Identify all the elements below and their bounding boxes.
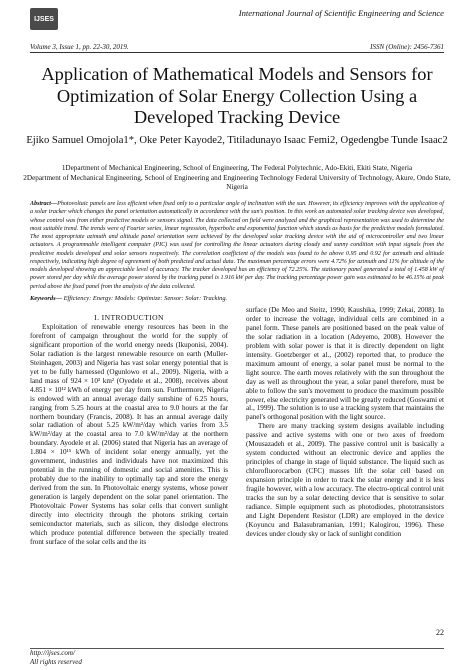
abstract-text: Photovoltaic panels are less efficient when fixed only to a particular angle of inclination with the sun. However, its efficiency improves with the application of a solar tracker which changes the panel orientation automatically in accordance with the sun's position. In this work an automated solar tracking device was developed, whose control was from either predictive models or sensors signal. The data collected on field were analyzed and the graphical representation was used to determine the most suitable trend. The trends were of Fourier series, linear regression, hyperbolic and exponential function which stands as basis for the predictive models formulated. The most appropriate azimuth and altitude panel orientation were achieved by the developed solar tracking device with the aid of microcontroller and two linear actuators. A programmable intelligent computer (PIC) was used for controlling the linear actuators during cloudy and sunny condition with input signals from the predictive models developed and solar sensors respectively. The correlation coefficient of the models was found to be above 0.95 and 0.92 for azimuth and altitude respectively, indicating high degree of agreement of both predicted and actual data. The maximum percentage errors were 4.72% for azimuth and 11% for altitude of the models developed showing an appreciable level of accuracy. The tracker developed has an efficiency of 72.25%. The stationary panel generated a total of 1.458 kW of power stored per day while the average power stored by the tracking panel is 1.916 kW per day. The tracking percentage power gain was estimated to be 46.15% at peak period above the fixed panel from the analysis of the data collected. xyxy=(30,201,444,290)
author-list: Ejiko Samuel Omojola1*, Oke Peter Kayode2, Titiladunayo Isaac Femi2, Ogedengbe Tunde Isaac2 xyxy=(26,135,448,146)
journal-logo xyxy=(30,8,58,30)
logo-text: IJSES xyxy=(34,15,54,23)
paragraph: surface (De Meo and Steitz, 1990; Kaushika, 1999; Zekai, 2008). In order to increase the voltage, individual cells are combined in a panel form. These panels are positioned based on the peak value of the solar radiation in a location (Adeyemo, 2008). However the problem with solar power is that it is directly dependent on light intensity. Goetzberger et al., (2002) reported that, to produce the maximum amount of energy, a solar panel must be normal to the light source. The earth moves relatively with the sun throughout the day as well as throughout the year, a solar panel therefore, must be able to follow the sun's movement to produce the maximum possible power, else electricity generated will be greatly reduced (Goswami et al., 1999). The solution is to use a tracking system that maintains the panel's orthogonal position with the light source. xyxy=(246,306,444,422)
keywords-text: Efficiency: Energy: Models: Optimize: Sensor: Solar: Tracking. xyxy=(61,295,228,302)
affiliation-2: 2Department of Mechanical Engineering, School of Engineering and Engineering Technology Federal University of Technology, Akure, Ondo State, Nigeria xyxy=(23,173,451,191)
affiliations xyxy=(20,164,454,193)
section-heading: I. INTRODUCTION xyxy=(94,313,164,322)
volume-info: Volume 3, Issue 1, pp. 22-30, 2019. xyxy=(30,43,129,51)
paragraph: Exploitation of renewable energy resources has been in the forefront of campaign throughout the world for the supply of significant proportion of the world energy needs (Ikuponisi, 2004). Solar radiation is the largest renewable resource on earth (Muller- Steinhagen, 2003) and Nigeria has vast solar energy potential that is yet to be fully harnessed (Ogunlowo et al., 2009). Nigeria, with a land mass of 924 × 10³ km² (Oyedele et al., 2008), receives about 4.851 × 10¹² kWh of energy per day from sun. Furthermore, Nigeria is endowed with an annual average daily sunshine of 6.25 hours, ranging from 5.25 hours at the coastal area to 9.0 hours at the far northern boundary (Francis, 2008). It has an annual average daily solar radiation of about 5.25 kW/m²/day which varies from 3.5 kW/m²/day at the coastal area to 7.0 kW/m²/day at the northern boundary. Ayodele et al. (2006) stated that Nigeria has an average of 1.804 × 10¹⁵ kWh of incident solar energy annually, yet the government, industries and individuals have not maximized this potential in the running of domestic and social amenities. This is probably due to the inability to optimally tap and store the energy derived from the sun. In Photovoltaic energy systems, whose power generation is largely dependent on the solar panel orientation. The Photovoltaic Power Systems has solar cells that convert sunlight directly into electricity through the photons striking certain semiconductor materials, such as silicon, they dislodge electrons which produce potential difference between the specially treated front surface of the solar cells and the its xyxy=(30,323,228,546)
header-divider xyxy=(30,52,444,53)
affiliation-1: 1Department of Mechanical Engineering, School of Engineering, The Federal Polytechnic, Ado-Ekiti, Ekiti State, Nigeria xyxy=(61,164,413,172)
footer-rights: All rights reserved xyxy=(30,658,82,666)
body-column-left xyxy=(30,323,228,547)
footer-divider xyxy=(30,648,444,649)
keywords xyxy=(30,295,444,304)
abstract-label: Abstract— xyxy=(30,201,58,207)
paper-title: Application of Mathematical Models and Sensors for Optimization of Solar Energy Collection Using a Developed Tracking Device xyxy=(41,64,433,127)
page-number: 22 xyxy=(436,628,444,637)
footer-url[interactable]: http://ijses.com/ xyxy=(30,649,75,657)
paragraph: There are many tracking system designs available including passive and active systems with one or two axes of freedom (Mousazadeh et al., 2009). The passive control unit is basically a system conducted without an electronic device and applies the principles of change in stage of liquid substance. The liquid such as chlorofluorocarbon (CFC) masses lift the solar cell based on expansion principle in order to track the solar energy and it is less fragile however, with a low accuracy. The electro-optical control unit tracks the sun by a solar detecting device that is sensitive to solar radiance. Simple equipment such as photodiodes, phototransistors and Light Dependent Resistor (LDR) are employed in the device (Koyuncu and Balasubramanian, 1991; Kalogirou, 1996). These devices under cloudy sky or lack of sunlight condition xyxy=(246,422,444,538)
journal-title: International Journal of Scientific Engineering and Science xyxy=(238,8,444,18)
keywords-label: Keywords— xyxy=(30,295,62,302)
body-column-right xyxy=(246,306,444,539)
abstract xyxy=(30,200,444,291)
issn: ISSN (Online): 2456-7361 xyxy=(370,43,444,51)
